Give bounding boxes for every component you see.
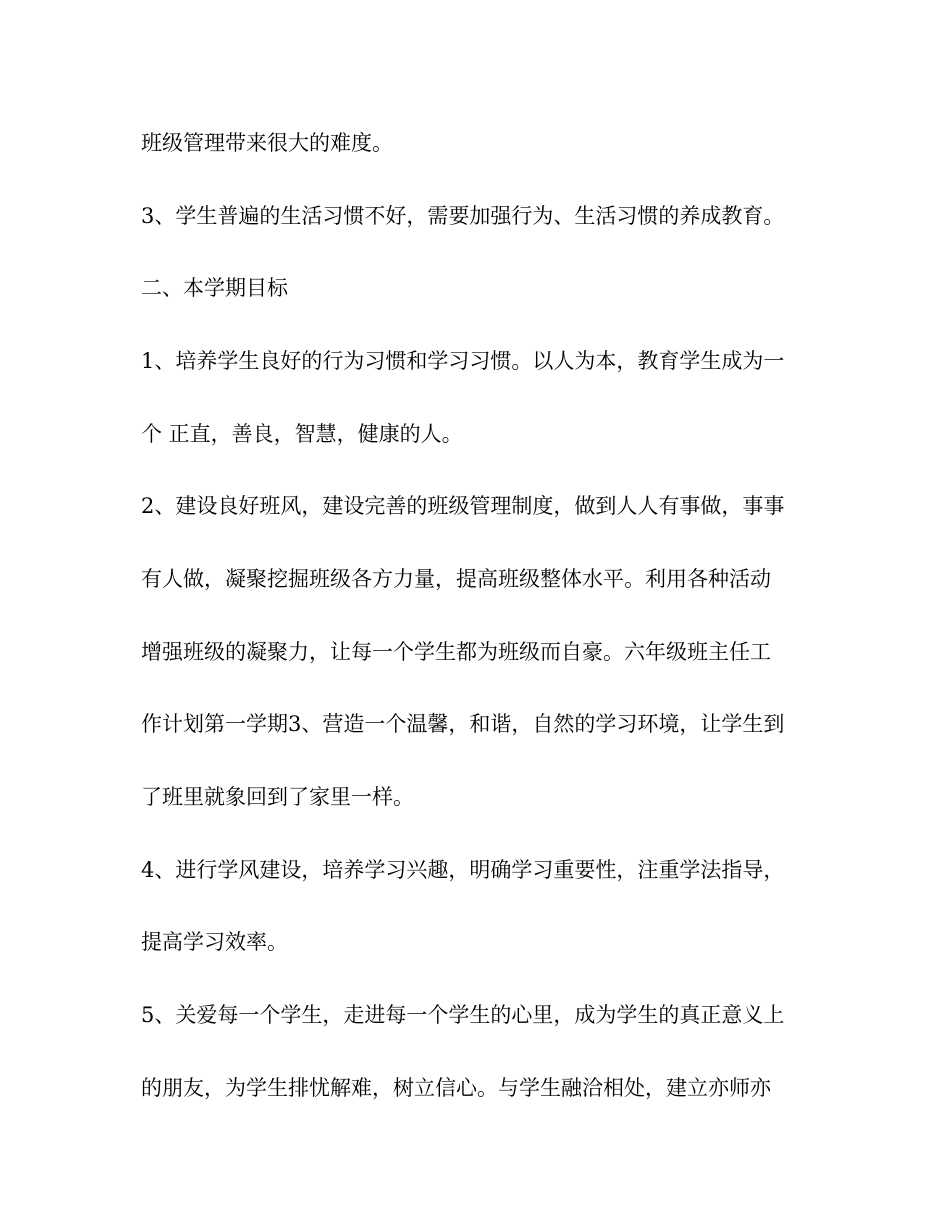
text-line: 提高学习效率。: [141, 930, 288, 954]
text-line: 2、建设良好班风，建设完善的班级管理制度，做到人人有事做，事事: [141, 494, 785, 518]
text-line: 增强班级的凝聚力，让每一个学生都为班级而自豪。六年级班主任工: [141, 640, 771, 664]
text-line: 班级管理带来很大的难度。: [141, 131, 393, 155]
text-line: 的朋友，为学生排忧解难，树立信心。与学生融洽相处，建立亦师亦: [141, 1076, 771, 1100]
text-line: 1、培养学生良好的行为习惯和学习习惯。以人为本，教育学生成为一: [141, 349, 785, 373]
text-line: 5、关爱每一个学生，走进每一个学生的心里，成为学生的真正意义上: [141, 1003, 785, 1027]
text-line: 有人做，凝聚挖掘班级各方力量，提高班级整体水平。利用各种活动: [141, 567, 771, 591]
text-line: 作计划第一学期3、营造一个温馨，和谐，自然的学习环境，让学生到: [141, 712, 785, 736]
section-heading: 二、本学期目标: [141, 276, 288, 300]
text-line: 3、学生普遍的生活习惯不好，需要加强行为、生活习惯的养成教育。: [141, 204, 785, 228]
text-line: 4、进行学风建设，培养学习兴趣，明确学习重要性，注重学法指导，: [141, 858, 785, 882]
text-line: 个 正直，善良，智慧，健康的人。: [141, 422, 463, 446]
text-line: 了班里就象回到了家里一样。: [141, 785, 414, 809]
